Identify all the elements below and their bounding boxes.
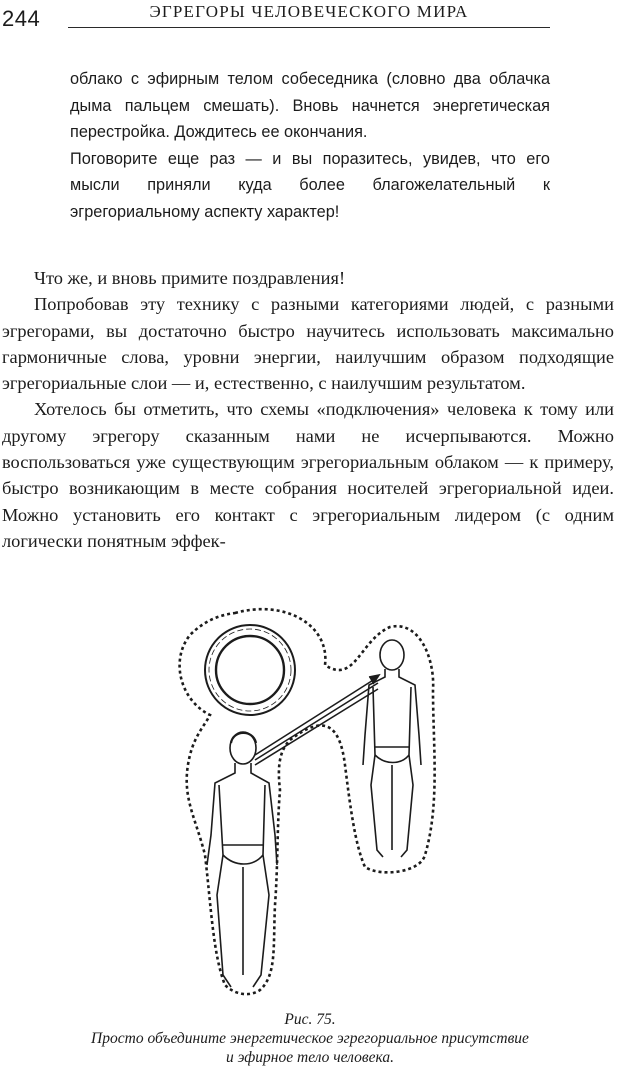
page-number: 244 — [2, 6, 41, 31]
caption-label: Рис. 75. — [284, 1011, 336, 1028]
sun-disc-icon — [205, 625, 295, 715]
caption-line: Просто объедините энергетическое эгрегориальное присутствие — [91, 1030, 529, 1047]
figure-caption — [0, 1010, 620, 1067]
body-paragraph: Попробовав эту технику с разными категориями людей, с разными эгрегорами, вы достаточно быстро научитесь использовать максимально гармоничные слова, уровни энергии, наилучшим образом подходящие эгрегориальные слои — и, естественно, с наилучшим результатом. — [2, 294, 614, 394]
figure-illustration — [165, 605, 455, 1000]
indented-paragraph: Поговорите еще раз — и вы поразитесь, увидев, что его мысли приняли куда более благожелательный к эгрегориальному аспекту характер! — [70, 149, 550, 221]
running-head: ЭГРЕГОРЫ ЧЕЛОВЕЧЕСКОГО МИРА — [68, 2, 550, 28]
body-paragraph: Что же, и вновь примите поздравления! — [34, 268, 346, 288]
left-human-figure — [207, 732, 277, 987]
caption-line: и эфирное тело человека. — [226, 1049, 394, 1066]
right-human-figure — [363, 640, 421, 857]
aura-diagram — [165, 605, 455, 1000]
body-text — [2, 265, 614, 554]
body-paragraph: Хотелось бы отметить, что схемы «подключения» человека к тому или другому эгрегору сказанным нами не исчерпываются. Можно воспользоваться уже существующим эгрегориальным облаком — к примеру, быстро возникающим в месте собрания носителей эгрегориальной идеи. Можно установить его контакт с эгрегориальным лидером (с одним логически понятным эффек- — [2, 399, 614, 551]
indented-paragraph: облако с эфирным телом собеседника (словно два облачка дыма пальцем смешать). Вновь начнется энергетическая перестройка. Дождитесь ее окончания. — [70, 70, 550, 141]
indented-instruction-block — [70, 66, 550, 225]
